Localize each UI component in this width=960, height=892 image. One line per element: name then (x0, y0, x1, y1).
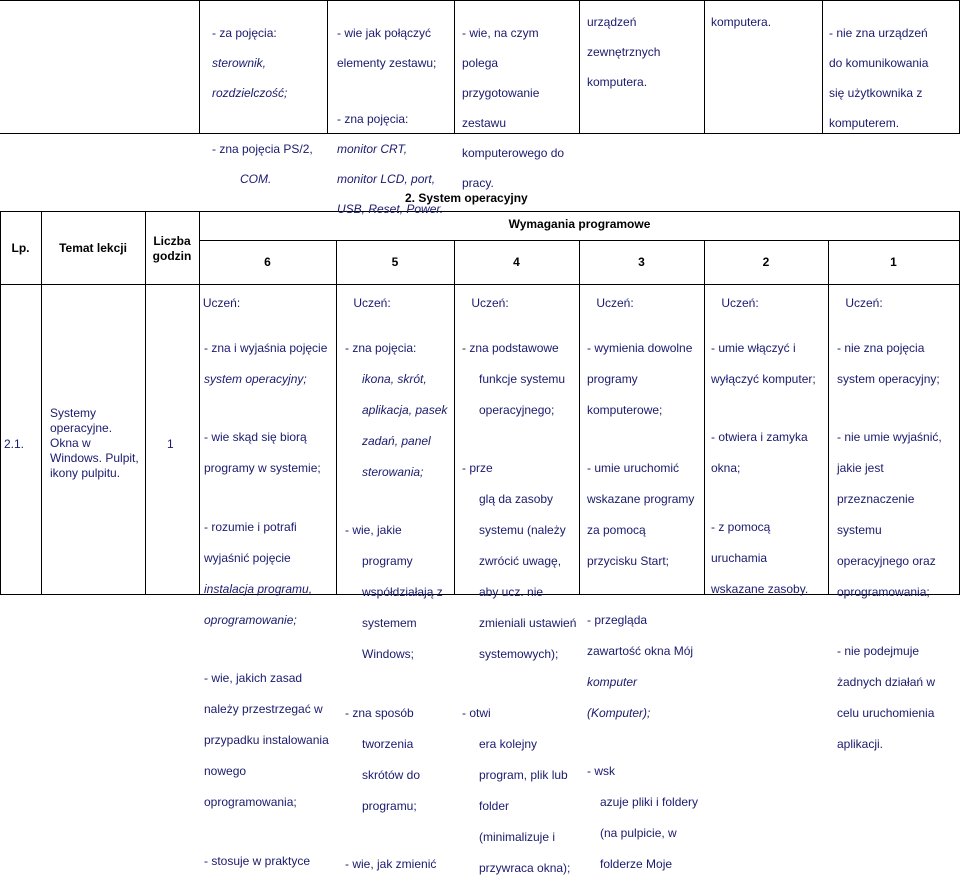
text-line: aplikacji. (837, 736, 884, 751)
column-divider (336, 240, 337, 595)
text-line: jakie jest (837, 461, 884, 475)
text-line: oprogramowania; (837, 585, 930, 599)
row-temat: Systemy operacyjne. Okna w Windows. Pulpit, ikony pulpitu. (50, 406, 139, 480)
upper-divider (199, 0, 200, 134)
text-line: okna; (711, 461, 741, 475)
text-line: - wie, jak zmienić (345, 857, 437, 871)
text-line: systemowych); (479, 647, 559, 661)
text-line: systemu (należy (479, 523, 566, 537)
text-line: przeznaczenie (837, 492, 915, 506)
text-line: - otwiera i zamyka (711, 430, 808, 444)
table-top-border (0, 211, 960, 212)
text-line: system operacyjny; (204, 371, 307, 386)
text-line: azuje pliki i foldery (600, 795, 699, 809)
text-line: - stosuje w praktyce (204, 853, 311, 868)
upper-col-3 (462, 11, 564, 206)
text-line: - zna pojęcia: (337, 112, 409, 126)
text-line: pracy. (462, 176, 494, 190)
spacer (711, 492, 816, 504)
text-line: - nie zna urządzeń (829, 26, 928, 40)
text-line: systemu (837, 523, 882, 537)
top-border (0, 0, 960, 1)
text-line: - zna i wyjaśnia pojęcie (204, 340, 328, 355)
text-line: - umie włączyć i (711, 340, 796, 355)
section-title: 2. System operacyjny (405, 191, 528, 205)
row-lp: 2.1. (4, 437, 25, 451)
upper-divider (579, 0, 580, 134)
text-line: uruchamia (711, 550, 768, 565)
spacer (204, 403, 329, 415)
spacer (462, 434, 576, 446)
text-line: oprogramowanie; (204, 612, 297, 627)
spacer (337, 86, 443, 97)
text-line: - nie podejmuje (837, 643, 920, 658)
text-line: monitor LCD, port, (337, 172, 436, 186)
spacer (587, 737, 698, 749)
text-line: (na pulpicie, w (600, 826, 677, 840)
text-line: komputerem. (829, 116, 900, 130)
text-line: skrótów do (362, 767, 421, 782)
text-line: - wymienia dowolne (587, 340, 693, 355)
text-line: komputera. (711, 15, 772, 29)
text-line: należy przestrzegać w (204, 702, 323, 716)
text-line: - rozumie i potrafi (204, 519, 297, 534)
text-line: urządzeń (587, 15, 637, 29)
header-grade-5: 5 (391, 255, 399, 269)
grade-4-requirements (462, 325, 576, 892)
text-line: - wie, jakich zasad (204, 671, 303, 685)
uczen-label: Uczeń: (202, 296, 241, 310)
grade-3-requirements (587, 325, 698, 888)
text-line: folderze Moje (600, 857, 673, 871)
upper-col-6 (829, 11, 928, 146)
grade-5-requirements (345, 325, 447, 888)
text-line: wskazane programy (587, 492, 695, 506)
text-line: przygotowanie (462, 86, 540, 100)
column-divider (0, 211, 1, 595)
text-line: funkcje systemu (479, 371, 566, 386)
upper-divider (454, 0, 455, 134)
text-line: do komunikowania (829, 56, 929, 70)
text-line: żadnych działań w (837, 674, 936, 689)
text-line: (minimalizuje i (479, 829, 556, 844)
text-line: rozdzielczość; (212, 86, 288, 100)
upper-divider (822, 0, 823, 134)
row-godzin: 1 (167, 437, 174, 451)
text-line: Windows; (362, 647, 415, 661)
spacer (345, 496, 447, 508)
text-line: folder (479, 798, 510, 813)
column-divider (828, 240, 829, 595)
text-line: system operacyjny; (837, 371, 940, 386)
text-line: programy w systemie; (204, 461, 321, 475)
uczen-label: Uczeń: (353, 296, 391, 310)
text-line: aplikacja, pasek (362, 402, 448, 417)
text-line: programu; (362, 798, 417, 813)
text-line: - wie jak połączyć (337, 26, 432, 40)
text-line: aby ucz. nie (479, 585, 544, 599)
text-line: zewnętrznych (587, 45, 661, 59)
text-line: USB, Reset, Power. (337, 202, 444, 216)
text-line: ikona, skrót, (362, 371, 427, 386)
upper-col-5 (711, 0, 771, 45)
text-line: - nie umie wyjaśnić, (837, 430, 942, 444)
spacer (345, 830, 447, 842)
text-line: celu uruchomienia (837, 705, 935, 720)
text-line: - umie uruchomić (587, 461, 680, 475)
text-line: się użytkownika z (829, 86, 923, 100)
text-line: oprogramowania; (204, 795, 297, 809)
uczen-label: Uczeń: (596, 296, 634, 310)
uczen-label: Uczeń: (845, 296, 883, 310)
spacer (711, 403, 816, 415)
text-line: zestawu (462, 116, 507, 130)
upper-col-4 (587, 0, 660, 105)
spacer (204, 644, 329, 656)
text-line: sterowania; (362, 464, 424, 479)
grade-2-requirements (711, 325, 816, 613)
text-line: operacyjnego; (479, 402, 555, 417)
text-line: program, plik lub (479, 767, 568, 782)
text-line: - otwi (462, 705, 491, 720)
spacer (587, 585, 698, 597)
header-grade-1: 1 (890, 255, 897, 269)
spacer (462, 678, 576, 690)
header-grade-2: 2 (762, 255, 770, 269)
text-line: monitor CRT, (337, 142, 408, 156)
text-line: - nie zna pojęcia (837, 340, 925, 355)
text-line: przycisku Start; (587, 554, 670, 568)
text-line: komputera. (587, 75, 648, 89)
header-lp: Lp. (11, 241, 30, 255)
text-line: przywraca okna); (479, 860, 571, 875)
text-line: operacyjnego oraz (837, 554, 936, 568)
text-line: programy (587, 371, 638, 386)
grade-6-requirements (204, 325, 329, 885)
text-line: nowego (204, 764, 247, 778)
text-line: glą da zasoby (479, 492, 554, 506)
text-line: programy (362, 554, 413, 568)
upper-col-1 (212, 11, 313, 202)
spacer (204, 492, 329, 504)
column-divider (454, 240, 455, 595)
text-line: tworzenia (362, 736, 414, 751)
upper-divider (327, 0, 328, 134)
spacer (345, 678, 447, 690)
grade-1-requirements (837, 325, 942, 768)
text-line: wyłączyć komputer; (711, 371, 816, 386)
uczen-label: Uczeń: (471, 296, 509, 310)
text-line: - wie, na czym (462, 26, 539, 40)
column-divider (704, 240, 705, 595)
text-line: - wsk (587, 764, 615, 778)
spacer (837, 403, 942, 415)
header-grade-4: 4 (513, 255, 520, 269)
header-grade-6: 6 (264, 255, 271, 269)
text-line: - wie skąd się biorą (204, 430, 307, 444)
spacer (837, 616, 942, 628)
text-line: wskazane zasoby. (711, 581, 809, 596)
text-line: współdziałają z (362, 585, 443, 599)
text-line: zmieniali ustawień (479, 616, 577, 630)
spacer (212, 116, 313, 127)
text-line: zwrócić uwagę, (479, 554, 562, 568)
spacer (204, 826, 329, 838)
column-divider (41, 211, 42, 595)
text-line: - zna pojęcia PS/2, (212, 142, 313, 156)
text-line: era kolejny (479, 736, 538, 751)
text-line: COM. (240, 172, 272, 186)
text-line: wyjaśnić pojęcie (204, 550, 291, 565)
column-divider (145, 211, 146, 595)
text-line: - zna podstawowe (462, 340, 559, 355)
text-line: zadań, panel (362, 433, 431, 448)
text-line: systemem (362, 616, 417, 630)
text-line: polega (462, 56, 499, 70)
text-line: sterownik, (212, 56, 267, 70)
text-line: elementy zestawu; (337, 56, 437, 70)
text-line: komputerowego do (462, 146, 565, 160)
text-line: - prze (462, 461, 493, 475)
header-wymagania: Wymagania programowe (508, 217, 651, 231)
text-line: (Komputer); (587, 705, 651, 720)
spacer (587, 434, 698, 446)
text-line: - przegląda (587, 612, 648, 627)
text-line: za pomocą (587, 523, 646, 537)
text-line: - z pomocą (711, 519, 771, 534)
upper-divider (704, 0, 705, 134)
header-liczba-godzin: Liczba godzin (152, 234, 192, 263)
text-line: - zna pojęcia: (345, 340, 417, 355)
text-line: przypadku instalowania (204, 733, 329, 747)
header-temat: Temat lekcji (59, 241, 127, 255)
text-line: komputerowe; (587, 402, 663, 417)
header-grade-3: 3 (638, 255, 645, 269)
text-line: - wie, jakie (345, 523, 402, 537)
text-line: komputer (587, 674, 638, 689)
text-line: - za pojęcia: (212, 26, 277, 40)
text-line: instalacja programu, (204, 581, 313, 596)
column-divider (579, 240, 580, 595)
text-line: - zna sposób (345, 705, 414, 720)
uczen-label: Uczeń: (721, 296, 759, 310)
header-bottom-border (0, 284, 960, 285)
text-line: zawartość okna Mój (587, 643, 694, 658)
